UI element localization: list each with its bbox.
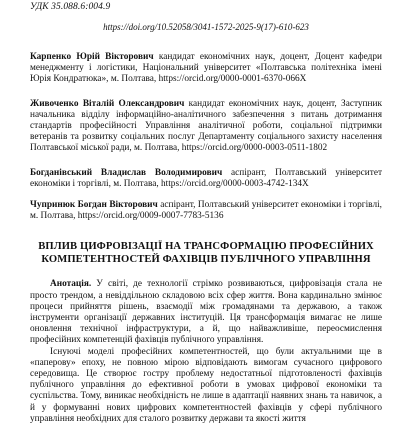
author-details: аспірант, Полтавський університет економіки і торгівлі, м. Полтава, https://orcid.org/0000-0003-4742-134X — [30, 167, 383, 189]
paper-title: ВПЛИВ ЦИФРОВІЗАЦІЇ НА ТРАНСФОРМАЦІЮ ПРОФЕСІЙНИХ КОМПЕТЕНТНОСТЕЙ ФАХІВЦІВ ПУБЛІЧНОГО УПРАВЛІННЯ — [38, 241, 374, 266]
author-entry — [30, 52, 382, 86]
author-entry — [30, 200, 382, 222]
author-name: Живоченко Віталій Олександрович — [30, 98, 185, 109]
paper-page — [30, 0, 382, 425]
author-entry — [30, 168, 382, 190]
doi-link[interactable]: https://doi.org/10.52058/3041-1572-2025-9(17)-610-623 — [103, 22, 309, 32]
author-details: кандидат економічних наук, доцент, Заступник начальника відділу інформаційно-аналітичного забезпечення з питань дотримання стандартів професійності Управління аналітичної роботи, соціальної підтримки ветеранів та розвитку соціальних послуг Департаменту соціального захисту населення Полтавської міської ради, м. Полтава, https://orcid.org/0000-0003-0511-1802 — [30, 98, 382, 154]
abstract-text: У світі, де технології стрімко розвиваються, цифровізація стала не просто трендом, а невіддільною складовою всіх сфер життя. Вона кардинально змінює процеси прийняття рішень, взаємодії між громадянами та державою, а також інструменти організації державних інституцій. Ця трансформація вимагає не лише оновлення технічної інфраструктури, а й, що найважливіше, переосмислення професійних компетенцій фахівців публічного управління. — [30, 279, 382, 346]
author-name: Богданівський Владислав Володимирович — [30, 167, 223, 178]
body-paragraph: Існуючі моделі професійних компетентностей, що були актуальними ще в «паперову» епоху, не повною мірою відповідають вимогам сучасного цифрового середовища. Це створює гостру проблему недостатньої підготовленості фахівців публічного управління до ефективної роботи в умовах цифрової економіки та суспільства. Тому, виникає необхідність не лише в адаптації наявних знань та навичок, а й у формуванні нових цифрових компетентностей фахівців у сфері публічного управління необхідних для сталого розвитку держави та якості життя — [30, 346, 382, 424]
author-entry — [30, 99, 382, 155]
author-name: Чупринюк Богдан Вікторович — [30, 200, 158, 211]
udk-code: УДК 35.088.6:004.9 — [30, 2, 111, 12]
author-details: аспірант, Полтавський університет економіки і торгівлі, м. Полтава, https://orcid.org/0009-0007-7783-5136 — [30, 200, 382, 222]
abstract-label: Анотація. — [50, 279, 92, 290]
abstract-paragraph — [30, 279, 382, 346]
author-name: Карпенко Юрій Вікторович — [30, 52, 154, 62]
author-details: кандидат економічних наук, доцент, Доцент кафедри менеджменту і логістики, Національний університет «Полтавська політехніка імені Юрія Кондратюка», м. Полтава, https://orcid.org/0000-0001-6370-066X — [30, 52, 383, 85]
